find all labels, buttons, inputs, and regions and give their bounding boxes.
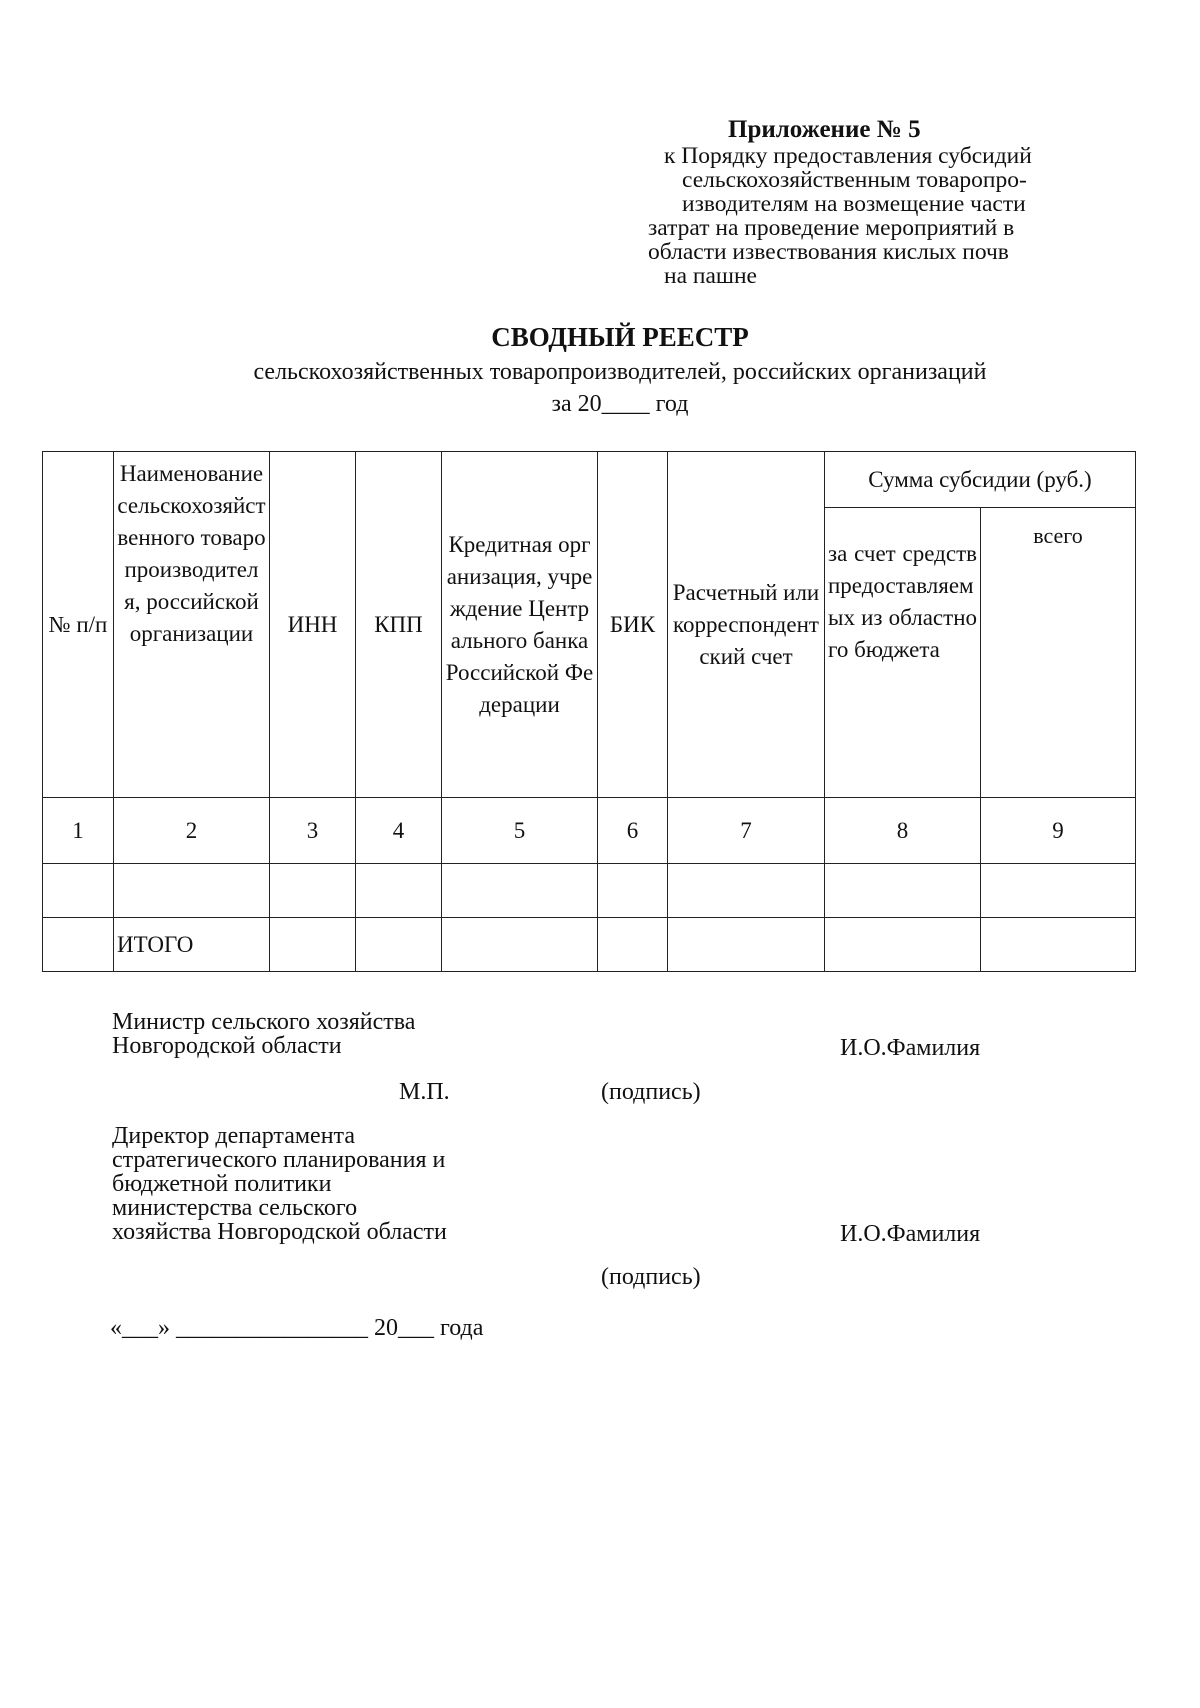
header-bank: Кредитная организация, учреждение Центрального банка Российской Федерации (442, 452, 598, 798)
header-num: № п/п (43, 452, 114, 798)
table-cell (598, 918, 668, 972)
column-number: 6 (598, 798, 668, 864)
column-number: 5 (442, 798, 598, 864)
table-cell (825, 918, 981, 972)
column-number: 4 (356, 798, 442, 864)
table-header-row (43, 452, 1136, 508)
appendix-title: Приложение № 5 (728, 116, 921, 143)
minister-title: Министр сельского хозяйства Новгородской области (112, 1009, 416, 1059)
date-line: «___» ________________ 20___ года (110, 1315, 484, 1341)
table-cell (43, 864, 114, 918)
director-title: Директор департамента стратегического планирования и бюджетной политики министерства сельского хозяйства Новгородской области (112, 1123, 447, 1245)
table-cell (825, 864, 981, 918)
column-number: 2 (114, 798, 270, 864)
minister-name: И.О.Фамилия (840, 1035, 981, 1061)
column-number: 1 (43, 798, 114, 864)
minister-signature-caption: (подпись) (601, 1079, 701, 1105)
stamp-label: М.П. (399, 1079, 450, 1105)
table-cell (270, 864, 356, 918)
document-title: СВОДНЫЙ РЕЕСТР (491, 322, 749, 352)
header-name: Наименование сельскохозяйственного товаропроизводителя, российской организации (114, 452, 270, 798)
table-cell (981, 918, 1136, 972)
column-number: 9 (981, 798, 1136, 864)
appendix-line: затрат на проведение мероприятий в (648, 215, 1015, 241)
director-signature-caption: (подпись) (601, 1264, 701, 1290)
director-name: И.О.Фамилия (840, 1221, 981, 1247)
header-inn: ИНН (270, 452, 356, 798)
table-cell (356, 864, 442, 918)
table-cell (442, 864, 598, 918)
registry-table (42, 451, 1136, 972)
column-number: 8 (825, 798, 981, 864)
header-regional-budget: за счет средств предоставляемых из областного бюджета (825, 508, 981, 798)
appendix-line: изводителям на возмещение части (682, 191, 1026, 217)
appendix-block (640, 118, 1110, 288)
header-total: всего (981, 508, 1136, 798)
header-subsidy-group: Сумма субсидии (руб.) (825, 452, 1136, 508)
header-kpp: КПП (356, 452, 442, 798)
table-cell (598, 864, 668, 918)
empty-data-row (43, 864, 1136, 918)
header-bik: БИК (598, 452, 668, 798)
total-label: ИТОГО (114, 918, 270, 972)
column-number-row (43, 798, 1136, 864)
table-cell (114, 864, 270, 918)
document-subtitle: сельскохозяйственных товаропроизводителей, российских организаций (253, 359, 987, 385)
table-cell (356, 918, 442, 972)
table-cell (270, 918, 356, 972)
column-number: 7 (668, 798, 825, 864)
document-period: за 20____ год (551, 391, 689, 417)
column-number: 3 (270, 798, 356, 864)
table-cell (668, 864, 825, 918)
table-cell (981, 864, 1136, 918)
appendix-line: к Порядку предоставления субсидий (664, 143, 1032, 169)
appendix-line: области извествования кислых почв (648, 239, 1009, 265)
table-cell (43, 918, 114, 972)
appendix-line: сельскохозяйственным товаропро- (682, 167, 1027, 193)
header-account: Расчетный или корреспондентский счет (668, 452, 825, 798)
table-cell (442, 918, 598, 972)
appendix-line: на пашне (664, 263, 757, 289)
table-cell (668, 918, 825, 972)
total-row (43, 918, 1136, 972)
